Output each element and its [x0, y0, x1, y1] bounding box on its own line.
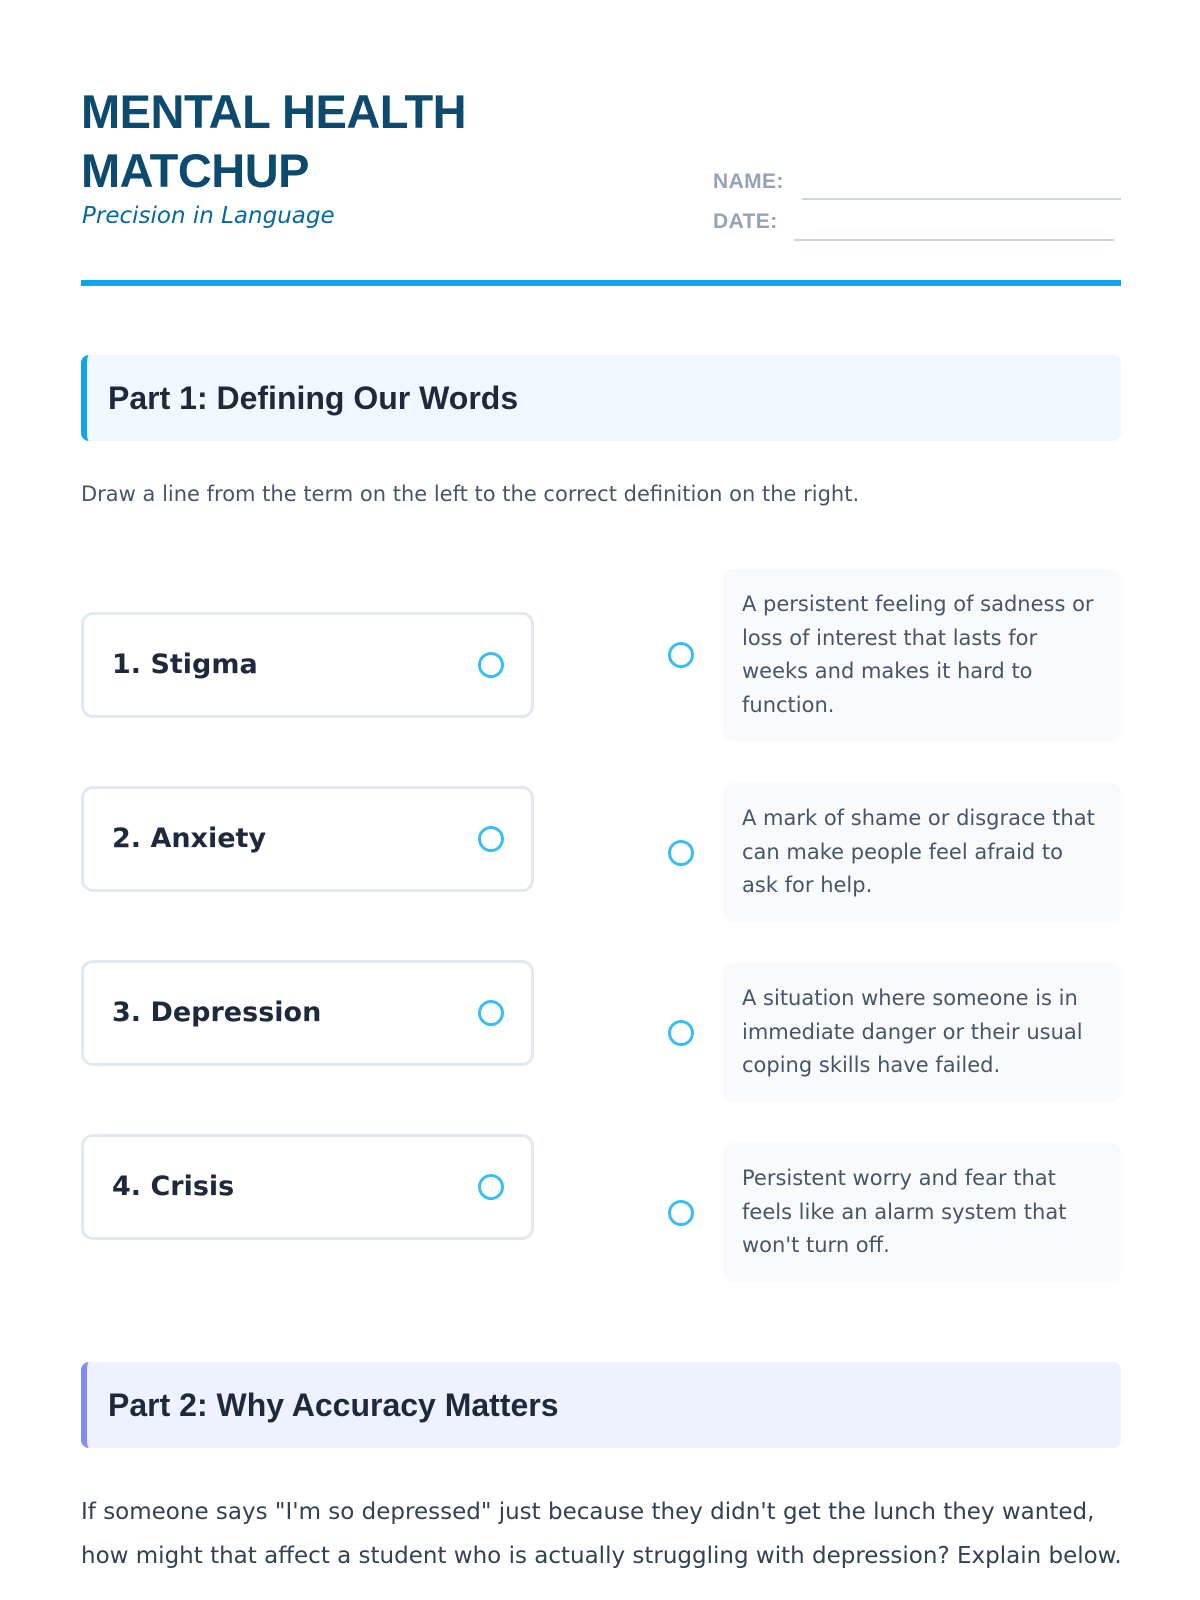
- term-connector-dot[interactable]: [478, 826, 504, 852]
- name-label: NAME:: [713, 170, 784, 193]
- term-connector-dot[interactable]: [478, 1000, 504, 1026]
- definition-connector-dot[interactable]: [668, 1020, 694, 1046]
- definition-text: Persistent worry and fear that feels like an alarm system that won't turn off.: [742, 1166, 1067, 1258]
- term-card: [81, 960, 534, 1066]
- term-card: [81, 612, 534, 718]
- definition-card: [723, 569, 1121, 741]
- term-label: 2. Anxiety: [112, 823, 267, 854]
- term-label: 3. Depression: [112, 997, 322, 1028]
- definition-text: A situation where someone is in immediate danger or their usual coping skills have failed.: [742, 986, 1083, 1078]
- term-connector-dot[interactable]: [478, 652, 504, 678]
- name-field[interactable]: [802, 198, 1121, 200]
- term-label: 4. Crisis: [112, 1171, 235, 1202]
- date-label: DATE:: [713, 210, 778, 233]
- definition-card: [723, 783, 1121, 922]
- definition-card: [723, 1143, 1121, 1282]
- term-card: [81, 786, 534, 892]
- date-field[interactable]: [794, 239, 1114, 241]
- definition-text: A mark of shame or disgrace that can make people feel afraid to ask for help.: [742, 806, 1095, 898]
- term-label: 1. Stigma: [112, 649, 258, 680]
- part2-title: Part 2: Why Accuracy Matters: [108, 1387, 559, 1423]
- page-subtitle: Precision in Language: [82, 203, 335, 229]
- term-connector-dot[interactable]: [478, 1174, 504, 1200]
- page-title: MENTAL HEALTH MATCHUP: [81, 85, 467, 197]
- part1-title: Part 1: Defining Our Words: [108, 380, 519, 416]
- definition-connector-dot[interactable]: [668, 1200, 694, 1226]
- part1-header: [81, 355, 1121, 441]
- term-card: [81, 1134, 534, 1240]
- definition-connector-dot[interactable]: [668, 840, 694, 866]
- part2-question: If someone says "I'm so depressed" just because they didn't get the lunch they wanted, how might that affect a student who is actually struggling with depression? Explain below.: [81, 1499, 1122, 1569]
- definition-text: A persistent feeling of sadness or loss of interest that lasts for weeks and makes it hard to function.: [742, 592, 1094, 717]
- part2-header: [81, 1362, 1121, 1448]
- definition-connector-dot[interactable]: [668, 642, 694, 668]
- part1-instruction: Draw a line from the term on the left to the correct definition on the right.: [81, 482, 860, 506]
- header-divider: [81, 280, 1121, 286]
- definition-card: [723, 963, 1121, 1102]
